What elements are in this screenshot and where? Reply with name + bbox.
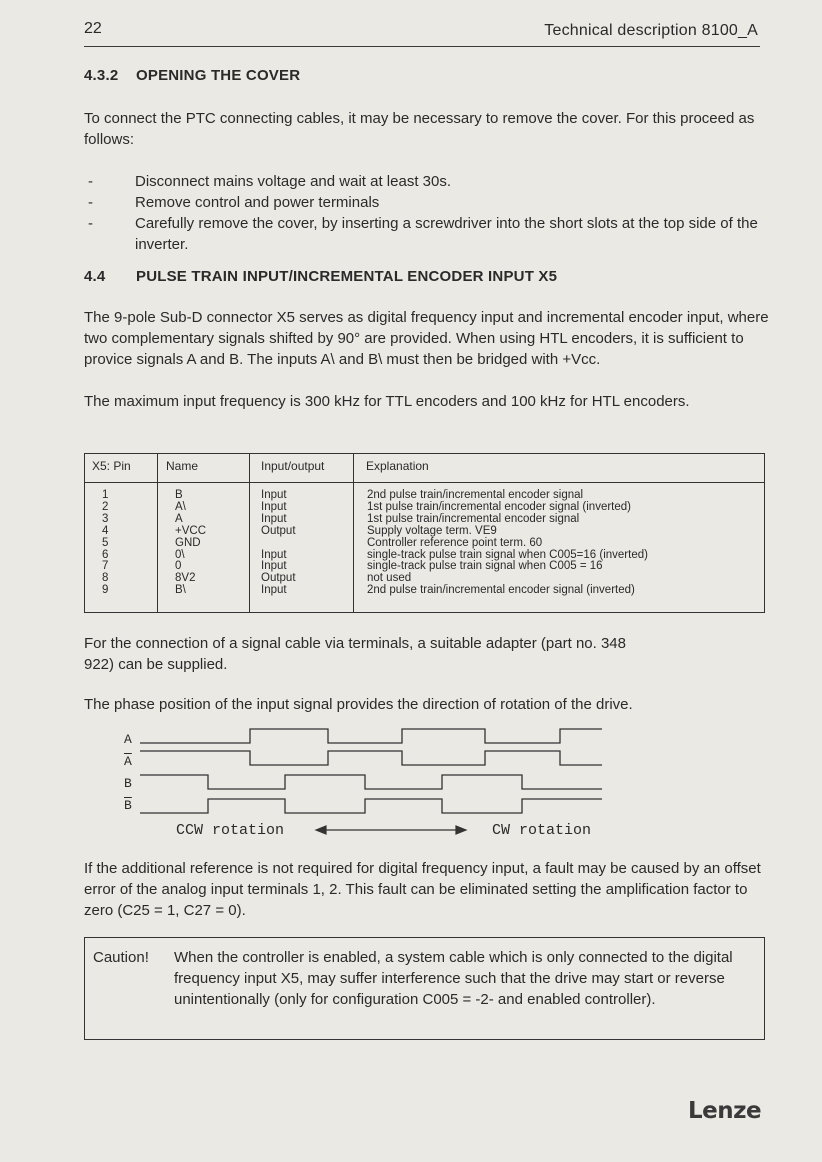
arrowhead-left-icon [316, 826, 326, 834]
header-rule [84, 46, 760, 47]
signal-label-a-inverted: $\overline{A}$ [124, 754, 132, 769]
document-title: Technical description 8100_A [544, 22, 758, 39]
pin-number: 4 [102, 524, 109, 537]
list-item: - Carefully remove the cover, by inserting a screwdriver into the short slots at the top side of the inverter. [88, 215, 758, 253]
arrowhead-right-icon [456, 826, 466, 834]
lenze-logo: Lenze [688, 1098, 762, 1124]
io-value: Input [261, 500, 287, 513]
cw-rotation-label: CW rotation [492, 822, 592, 839]
signal-name: 0 [175, 560, 182, 573]
x5-pin-table [84, 453, 765, 613]
io-column [261, 490, 296, 597]
signal-name: B\ [175, 584, 186, 597]
explanation-text: single-track pulse train signal when C005=16 (inverted) [367, 548, 648, 561]
signal-name: A [175, 512, 183, 525]
offset-paragraph: If the additional reference is not required for digital frequency input, a fault may be caused by an offset error of the analog input terminals 1, 2. This fault can be eliminated setting the amplification factor to zero (C25 = 1, C27 = 0). [84, 860, 761, 919]
signal-name: A\ [175, 500, 186, 513]
section-heading-pulse-train [84, 268, 557, 285]
signal-name: 8V2 [175, 572, 196, 585]
adapter-paragraph: For the connection of a signal cable via terminals, a suitable adapter (part no. 348 922) can be supplied. [84, 635, 626, 673]
caution-label: Caution! [93, 949, 149, 966]
pin-number: 8 [102, 572, 109, 585]
cover-intro-paragraph: To connect the PTC connecting cables, it may be necessary to remove the cover. For this proceed as follows: [84, 110, 755, 148]
pin-number: 2 [102, 500, 109, 513]
signal-name: 0\ [175, 548, 185, 561]
signal-label-b: B [124, 776, 132, 791]
section-title: OPENING THE COVER [136, 67, 301, 84]
pin-number: 6 [102, 548, 109, 561]
list-item: - Remove control and power terminals [88, 194, 380, 211]
section-number: 4.3.2 [84, 67, 119, 84]
section-heading-opening-cover [84, 67, 300, 84]
io-value: Output [261, 572, 296, 585]
header-pin: X5: Pin [92, 459, 131, 473]
step-text: Carefully remove the cover, by inserting a screwdriver into the short slots at the top side of the inverter. [135, 215, 758, 253]
pin-number: 3 [102, 512, 109, 525]
cover-steps-list [84, 171, 770, 255]
section-number: 4.4 [84, 268, 106, 285]
explanation-text: 1st pulse train/incremental encoder signal (inverted) [367, 500, 631, 513]
pin-number: 9 [102, 584, 109, 597]
pin-number: 5 [102, 536, 109, 549]
explanation-text: single-track pulse train signal when C005 = 16 [367, 560, 603, 573]
list-item: - Disconnect mains voltage and wait at least 30s. [88, 173, 452, 190]
io-value: Input [261, 560, 287, 573]
explanation-column [367, 490, 648, 597]
step-text: Remove control and power terminals [135, 194, 380, 211]
signal-label-b-inverted: $\overline{B}$ [124, 798, 132, 813]
explanation-text: 1st pulse train/incremental encoder signal [367, 512, 580, 525]
caution-box [84, 937, 765, 1040]
explanation-text: Supply voltage term. VE9 [367, 524, 497, 537]
signal-label-a: A [124, 732, 132, 747]
column-divider [157, 454, 158, 612]
step-text: Disconnect mains voltage and wait at least 30s. [135, 173, 452, 190]
pin-column [102, 490, 108, 597]
io-value: Input [261, 512, 287, 525]
page-number: 22 [84, 20, 102, 37]
header-explanation: Explanation [366, 459, 429, 473]
phase-paragraph: The phase position of the input signal provides the direction of rotation of the drive. [84, 696, 633, 713]
io-value: Input [261, 584, 287, 597]
x5-description-paragraph: The 9-pole Sub-D connector X5 serves as digital frequency input and incremental encoder input, where two complementary signals shifted by 90° are provided. When using HTL encoders, it is sufficient to provice signals A and B. The inputs A\ and B\ must then be bridged with +Vcc. [84, 309, 769, 368]
ccw-rotation-label: CCW rotation [176, 822, 285, 839]
section-title: PULSE TRAIN INPUT/INCREMENTAL ENCODER INPUT X5 [136, 268, 558, 285]
signal-name: +VCC [175, 524, 206, 537]
column-divider [249, 454, 250, 612]
name-column [175, 490, 206, 597]
io-value [261, 538, 296, 550]
explanation-text: 2nd pulse train/incremental encoder signal (inverted) [367, 584, 635, 597]
signal-name: GND [175, 536, 201, 549]
max-frequency-paragraph: The maximum input frequency is 300 kHz for TTL encoders and 100 kHz for HTL encoders. [84, 393, 690, 410]
pin-number: 7 [102, 560, 109, 573]
header-name: Name [166, 459, 199, 473]
explanation-text: not used [367, 572, 412, 585]
caution-text: When the controller is enabled, a system cable which is only connected to the digital frequency input X5, may suffer interference such that the drive may start or reverse unintentionally (only for configuration C005 = -2- and enabled controller). [174, 949, 733, 1008]
quadrature-timing-diagram [120, 726, 620, 842]
column-divider [353, 454, 354, 612]
explanation-text: 2nd pulse train/incremental encoder signal [367, 489, 584, 501]
explanation-text: Controller reference point term. 60 [367, 536, 543, 549]
io-value: Input [261, 489, 287, 501]
io-value: Output [261, 524, 296, 537]
header-io: Input/output [261, 459, 325, 473]
pin-number: 1 [102, 489, 109, 501]
signal-name: B [175, 489, 183, 501]
io-value: Input [261, 548, 287, 561]
